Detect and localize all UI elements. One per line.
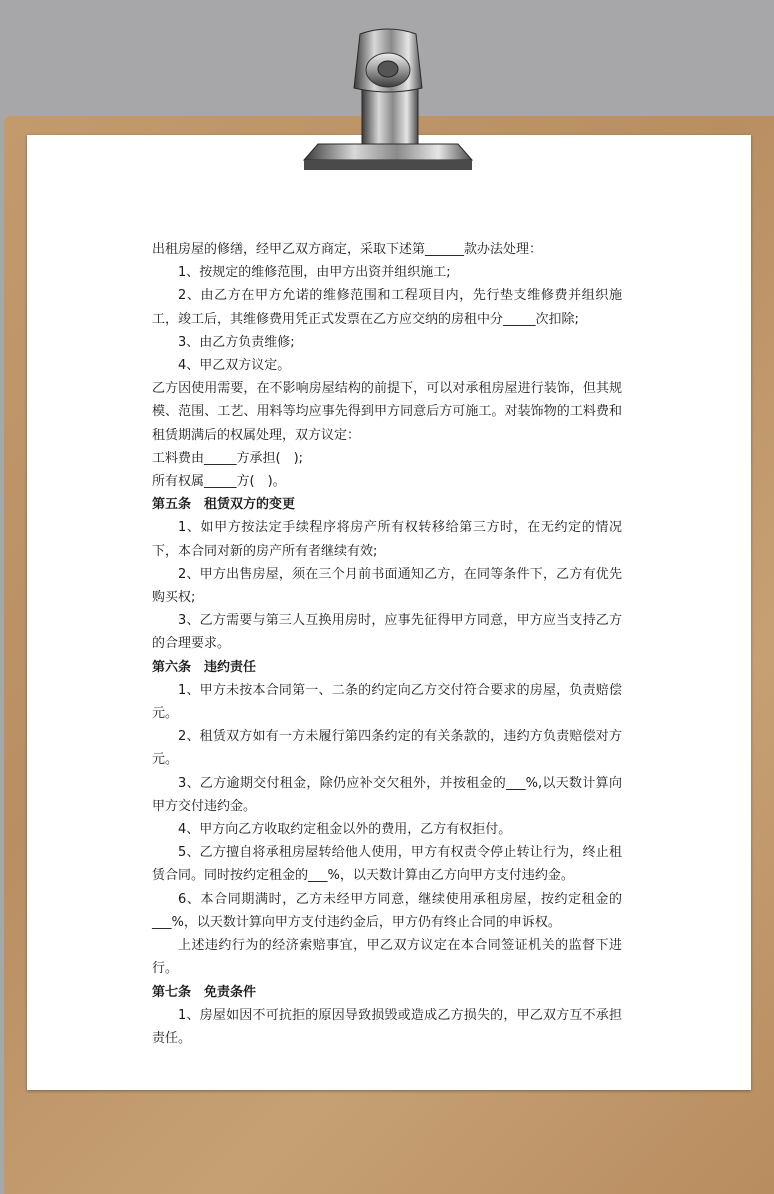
paragraph: 上述违约行为的经济索赔事宜，甲乙双方议定在本合同签证机关的监督下进行。 — [152, 938, 622, 977]
section-heading: 第六条 违约责任 — [152, 659, 257, 675]
paragraph: 2、甲方出售房屋，须在三个月前书面通知乙方，在同等条件下，乙方有优先购买权; — [152, 566, 622, 606]
paragraph: 3、乙方逾期交付租金，除仍应补交欠租外，并按租金的___%,以天数计算向甲方交付违约金。 — [152, 775, 622, 814]
paragraph: 1、按规定的维修范围，由甲方出资并组织施工; — [178, 265, 451, 281]
section-heading: 第五条 租赁双方的变更 — [152, 497, 296, 513]
paragraph: 出租房屋的修缮，经甲乙双方商定，采取下述第______款办法处理： — [152, 242, 543, 257]
section-heading: 第七条 免责条件 — [152, 984, 257, 1000]
binder-clip-icon — [298, 22, 478, 182]
paragraph: 乙方因使用需要，在不影响房屋结构的前提下，可以对承租房屋进行装饰，但其规模、范围、工艺、用料等均应事先得到甲方同意后方可施工。对装饰物的工料费和租赁期满后的权属处理，双方议定： — [152, 381, 622, 443]
document-body — [152, 238, 622, 1050]
paragraph: 1、房屋如因不可抗拒的原因导致损毁或造成乙方损失的，甲乙双方互不承担责任。 — [152, 1007, 622, 1046]
paragraph: 所有权属_____方( )。 — [152, 474, 286, 490]
paragraph: 3、乙方需要与第三人互换用房时，应事先征得甲方同意，甲方应当支持乙方的合理要求。 — [152, 613, 622, 652]
paragraph: 6、本合同期满时，乙方未经甲方同意，继续使用承租房屋，按约定租金的___%，以天数计算向甲方支付违约金后，甲方仍有终止合同的申诉权。 — [152, 891, 622, 930]
paragraph: 1、甲方未按本合同第一、二条的约定向乙方交付符合要求的房屋，负责赔偿元。 — [152, 682, 622, 722]
paragraph: 2、由乙方在甲方允诺的维修范围和工程项目内，先行垫支维修费并组织施工，竣工后，其维修费用凭正式发票在乙方应交纳的房租中分_____次扣除; — [152, 288, 622, 327]
paragraph: 4、甲方向乙方收取约定租金以外的费用，乙方有权拒付。 — [178, 822, 512, 838]
paragraph: 5、乙方擅自将承租房屋转给他人使用，甲方有权责令停止转让行为，终止租赁合同。同时按约定租金的___%，以天数计算由乙方向甲方支付违约金。 — [152, 845, 622, 884]
paragraph: 1、如甲方按法定手续程序将房产所有权转移给第三方时，在无约定的情况下，本合同对新的房产所有者继续有效; — [152, 520, 622, 559]
paragraph: 2、租赁双方如有一方未履行第四条约定的有关条款的，违约方负责赔偿对方元。 — [152, 729, 622, 768]
paragraph: 4、甲乙双方议定。 — [178, 358, 291, 374]
paragraph: 工料费由_____方承担( ); — [152, 450, 304, 466]
paragraph: 3、由乙方负责维修; — [178, 334, 295, 350]
